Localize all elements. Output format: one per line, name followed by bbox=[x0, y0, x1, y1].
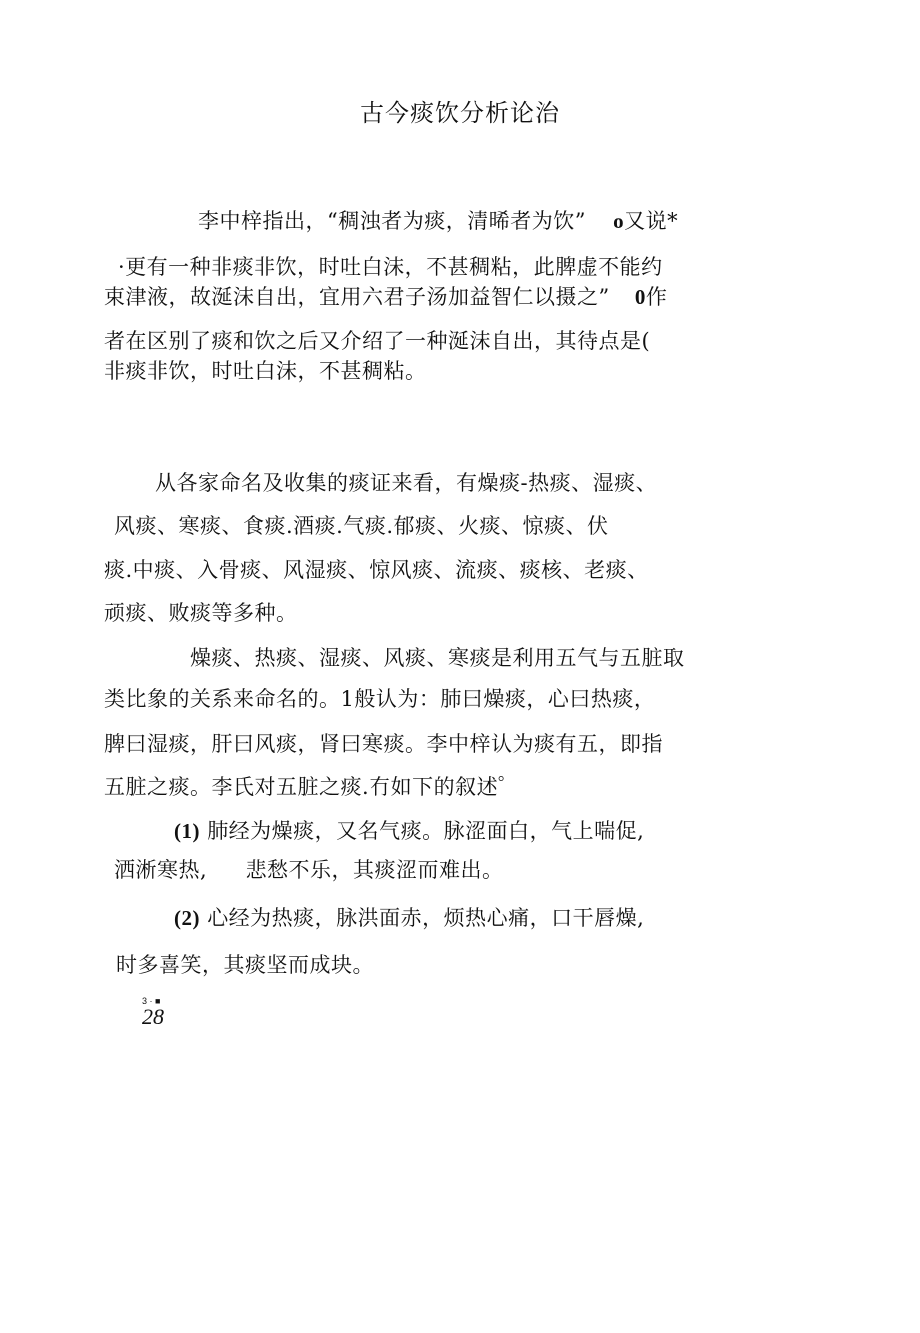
paragraph1-tail-3: 作 bbox=[645, 285, 668, 309]
paragraph1-line3-text: 束津液，故涎沫自出，宜用六君子汤加益智仁以摄之” bbox=[104, 285, 610, 309]
paragraph1-marker-o: o bbox=[613, 209, 625, 233]
paragraph3-line4: 五脏之痰。李氏对五脏之痰.冇如下的叙述゜ bbox=[104, 775, 520, 799]
item1-line2 bbox=[114, 857, 504, 883]
paragraph1-line3 bbox=[104, 284, 667, 310]
paragraph1-line4: 者在区别了痰和饮之后又介绍了一种涎沫自出，其待点是( bbox=[104, 329, 651, 353]
paragraph1-line1 bbox=[198, 208, 678, 234]
document-title: 古今痰饮分析论治 bbox=[360, 99, 560, 127]
paragraph1-tail-1: 又说* bbox=[624, 209, 679, 233]
paragraph1-line2: ·更有一种非痰非饮，时吐白沫，不甚稠粘，此脾虚不能约 bbox=[118, 255, 663, 279]
item1-line1-text: 肺经为燥痰，又名气痰。脉涩面白，气上喘促, bbox=[207, 819, 645, 843]
item2-line1-text: 心经为热痰，脉洪面赤，烦热心痛，口干唇燥, bbox=[207, 906, 645, 930]
item2-marker: (2) bbox=[174, 906, 200, 930]
paragraph1-line5: 非痰非饮，时吐白沫，不甚稠粘。 bbox=[104, 359, 427, 383]
paragraph3-line1: 燥痰、热痰、湿痰、风痰、寒痰是利用五气与五脏取 bbox=[190, 646, 685, 670]
item1-marker: (1) bbox=[174, 819, 200, 843]
item2-line1 bbox=[174, 905, 644, 931]
paragraph1-marker-0: 0 bbox=[634, 285, 646, 309]
paragraph3-line2: 类比象的关系来命名的。1般认为：肺曰燥痰，心曰热痰， bbox=[104, 687, 656, 711]
page-marker-small: 3 · ■ bbox=[142, 996, 161, 1006]
paragraph2-line2: 风痰、寒痰、食痰.酒痰.气痰.郁痰、火痰、惊痰、伏 bbox=[114, 514, 609, 538]
page-number: 28 bbox=[142, 1004, 164, 1029]
paragraph1-line1-text: 李中梓指出，“稠浊者为痰，清晞者为饮” bbox=[198, 209, 586, 233]
item2-line2: 时多喜笑，其痰坚而成块。 bbox=[116, 953, 374, 977]
item1-line1 bbox=[174, 818, 644, 844]
item1-line2b: 悲愁不乐，其痰涩而难出。 bbox=[245, 858, 504, 882]
paragraph2-line1: 从各家命名及收集的痰证来看，有燥痰-热痰、湿痰、 bbox=[155, 471, 658, 495]
paragraph2-line3: 痰.中痰、入骨痰、风湿痰、惊风痰、流痰、痰核、老痰、 bbox=[104, 558, 649, 582]
paragraph3-line3: 脾曰湿痰，肝曰风痰，肾曰寒痰。李中梓认为痰有五，即指 bbox=[104, 732, 663, 756]
paragraph2-line4: 顽痰、败痰等多种。 bbox=[104, 601, 298, 625]
item1-line2a: 洒淅寒热, bbox=[114, 858, 208, 882]
